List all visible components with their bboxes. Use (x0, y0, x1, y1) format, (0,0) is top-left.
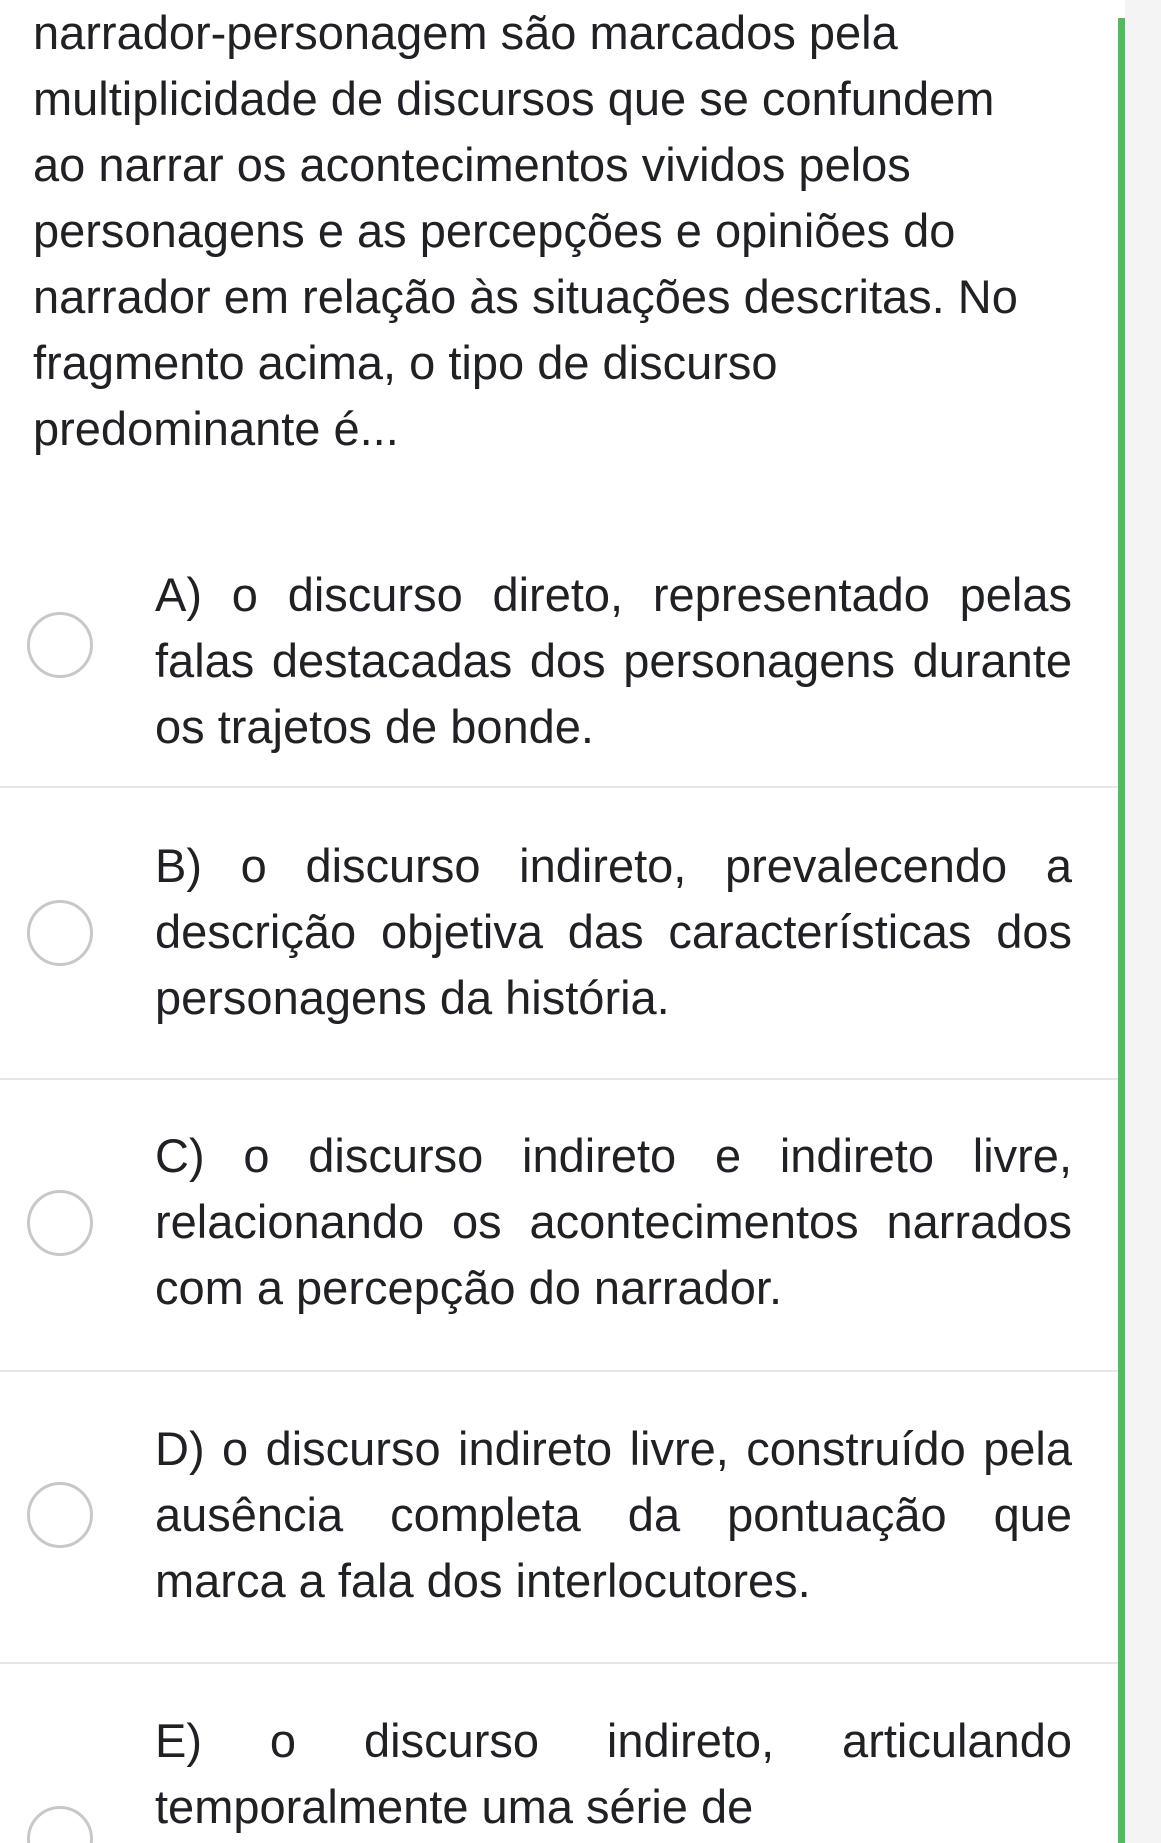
radio-button-d[interactable] (27, 1482, 93, 1548)
radio-button-e[interactable] (27, 1806, 93, 1843)
question-text: narrador-personagem são marcados pela multiplicidade de discursos que se confundem ao narrar os acontecimentos vividos pelos personagens e as percepções e opiniões do narrador em relação às situações descritas. No fragmento acima, o tipo de discurso predominante é... (33, 6, 1018, 455)
radio-button-c[interactable] (27, 1190, 93, 1256)
radio-button-a[interactable] (27, 612, 93, 678)
option-b[interactable] (0, 788, 1118, 1080)
radio-button-b[interactable] (27, 900, 93, 966)
option-d-text: D) o discurso indireto livre, construído pela ausência completa da pontuação que marca a fala dos interlocutores. (155, 1422, 1072, 1607)
right-gutter (1125, 0, 1161, 1843)
option-e[interactable] (0, 1664, 1118, 1843)
option-a[interactable] (0, 540, 1118, 788)
option-d[interactable] (0, 1372, 1118, 1664)
option-a-text: A) o discurso direto, representado pelas falas destacadas dos personagens durante os trajetos de bonde. (155, 568, 1072, 753)
option-b-text: B) o discurso indireto, prevalecendo a descrição objetiva das características dos personagens da história. (155, 839, 1072, 1024)
option-c-text: C) o discurso indireto e indireto livre, relacionando os acontecimentos narrados com a percepção do narrador. (155, 1129, 1072, 1314)
option-c[interactable] (0, 1080, 1118, 1372)
option-e-text: E) o discurso indireto, articulando temporalmente uma série de (155, 1714, 1072, 1833)
accent-bar (1118, 18, 1125, 1843)
